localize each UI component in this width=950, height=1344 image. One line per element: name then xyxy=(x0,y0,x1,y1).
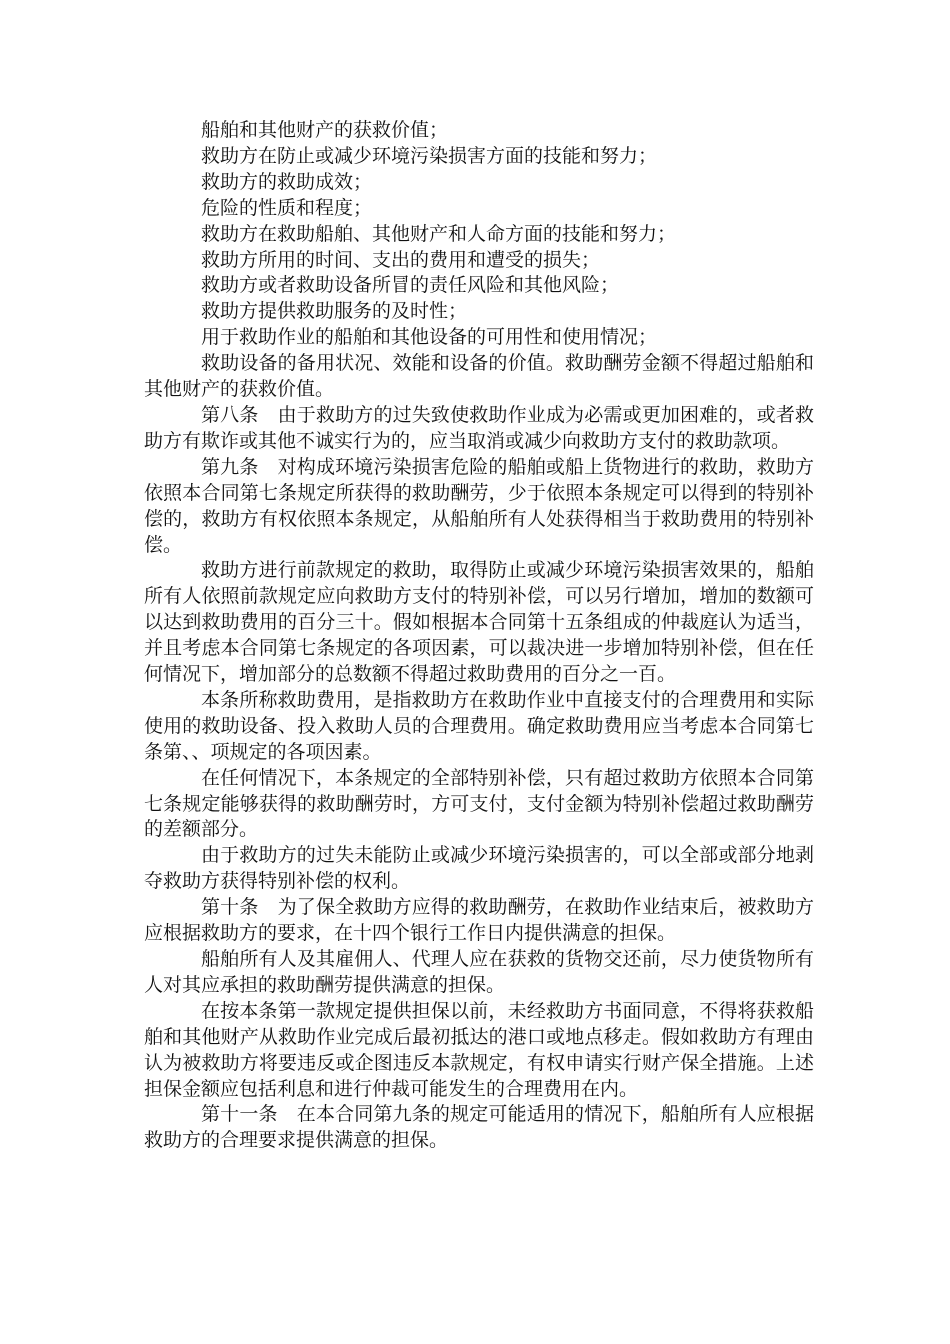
paragraph: 用于救助作业的船舶和其他设备的可用性和使用情况； xyxy=(201,326,658,349)
paragraph: 危险的性质和程度； xyxy=(201,196,373,219)
paragraph: 救助设备的备用状况、效能和设备的价值。救助酬劳金额不得超过船舶和其他财产的获救价值。 xyxy=(144,352,814,401)
paragraph: 救助方或者救助设备所冒的责任风险和其他风险； xyxy=(201,274,620,297)
paragraph: 船舶和其他财产的获救价值； xyxy=(201,119,449,141)
article-11-paragraph: 第十一条 在本合同第九条的规定可能适用的情况下，船舶所有人应根据救助方的合理要求提供满意的担保。 xyxy=(144,1103,814,1152)
paragraph: 在按本条第一款规定提供担保以前，未经救助方书面同意，不得将获救船舶和其他财产从救助作业完成后最初抵达的港口或地点移走。假如救助方有理由认为被救助方将要违反或企图违反本款规定，有权申请实行财产保全措施。上述担保金额应包括利息和进行仲裁可能发生的合理费用在内。 xyxy=(144,999,814,1100)
paragraph: 本条所称救助费用，是指救助方在救助作业中直接支付的合理费用和实际使用的救助设备、投入救助人员的合理费用。确定救助费用应当考虑本合同第七条第、、项规定的各项因素。 xyxy=(144,688,814,763)
article-8-paragraph: 第八条 由于救助方的过失致使救助作业成为必需或更加困难的，或者救助方有欺诈或其他不诚实行为的，应当取消或减少向救助方支付的救助款项。 xyxy=(144,403,814,452)
paragraph: 救助方在防止或减少环境污染损害方面的技能和努力； xyxy=(201,144,658,167)
article-9-paragraph: 第九条 对构成环境污染损害危险的船舶或船上货物进行的救助，救助方依照本合同第七条规定所获得的救助酬劳，少于依照本条规定可以得到的特别补偿的，救助方有权依照本条规定，从船舶所有人处获得相当于救助费用的特别补偿。 xyxy=(144,455,814,556)
paragraph: 船舶所有人及其雇佣人、代理人应在获救的货物交还前，尽力使货物所有人对其应承担的救助酬劳提供满意的担保。 xyxy=(144,948,814,996)
article-10-paragraph: 第十条 为了保全救助方应得的救助酬劳，在救助作业结束后，被救助方应根据救助方的要求，在十四个银行工作日内提供满意的担保。 xyxy=(144,896,814,945)
paragraph: 救助方进行前款规定的救助，取得防止或减少环境污染损害效果的，船舶所有人依照前款规定应向救助方支付的特别补偿，可以另行增加，增加的数额可以达到救助费用的百分三十。假如根据本合同第十五条组成的仲裁庭认为适当，并且考虑本合同第七条规定的各项因素，可以裁决进一步增加特别补偿，但在任何情况下，增加部分的总数额不得超过救助费用的百分之一百。 xyxy=(144,559,814,686)
paragraph: 救助方所用的时间、支出的费用和遭受的损失； xyxy=(201,248,601,271)
document-body xyxy=(144,118,814,1154)
paragraph: 由于救助方的过失未能防止或减少环境污染损害的，可以全部或部分地剥夺救助方获得特别补偿的权利。 xyxy=(144,844,814,893)
paragraph: 救助方在救助船舶、其他财产和人命方面的技能和努力； xyxy=(201,222,677,245)
paragraph: 救助方提供救助服务的及时性； xyxy=(201,300,468,323)
paragraph: 救助方的救助成效； xyxy=(201,170,373,193)
paragraph: 在任何情况下，本条规定的全部特别补偿，只有超过救助方依照本合同第七条规定能够获得的救助酬劳时，方可支付，支付金额为特别补偿超过救助酬劳的差额部分。 xyxy=(144,766,814,841)
